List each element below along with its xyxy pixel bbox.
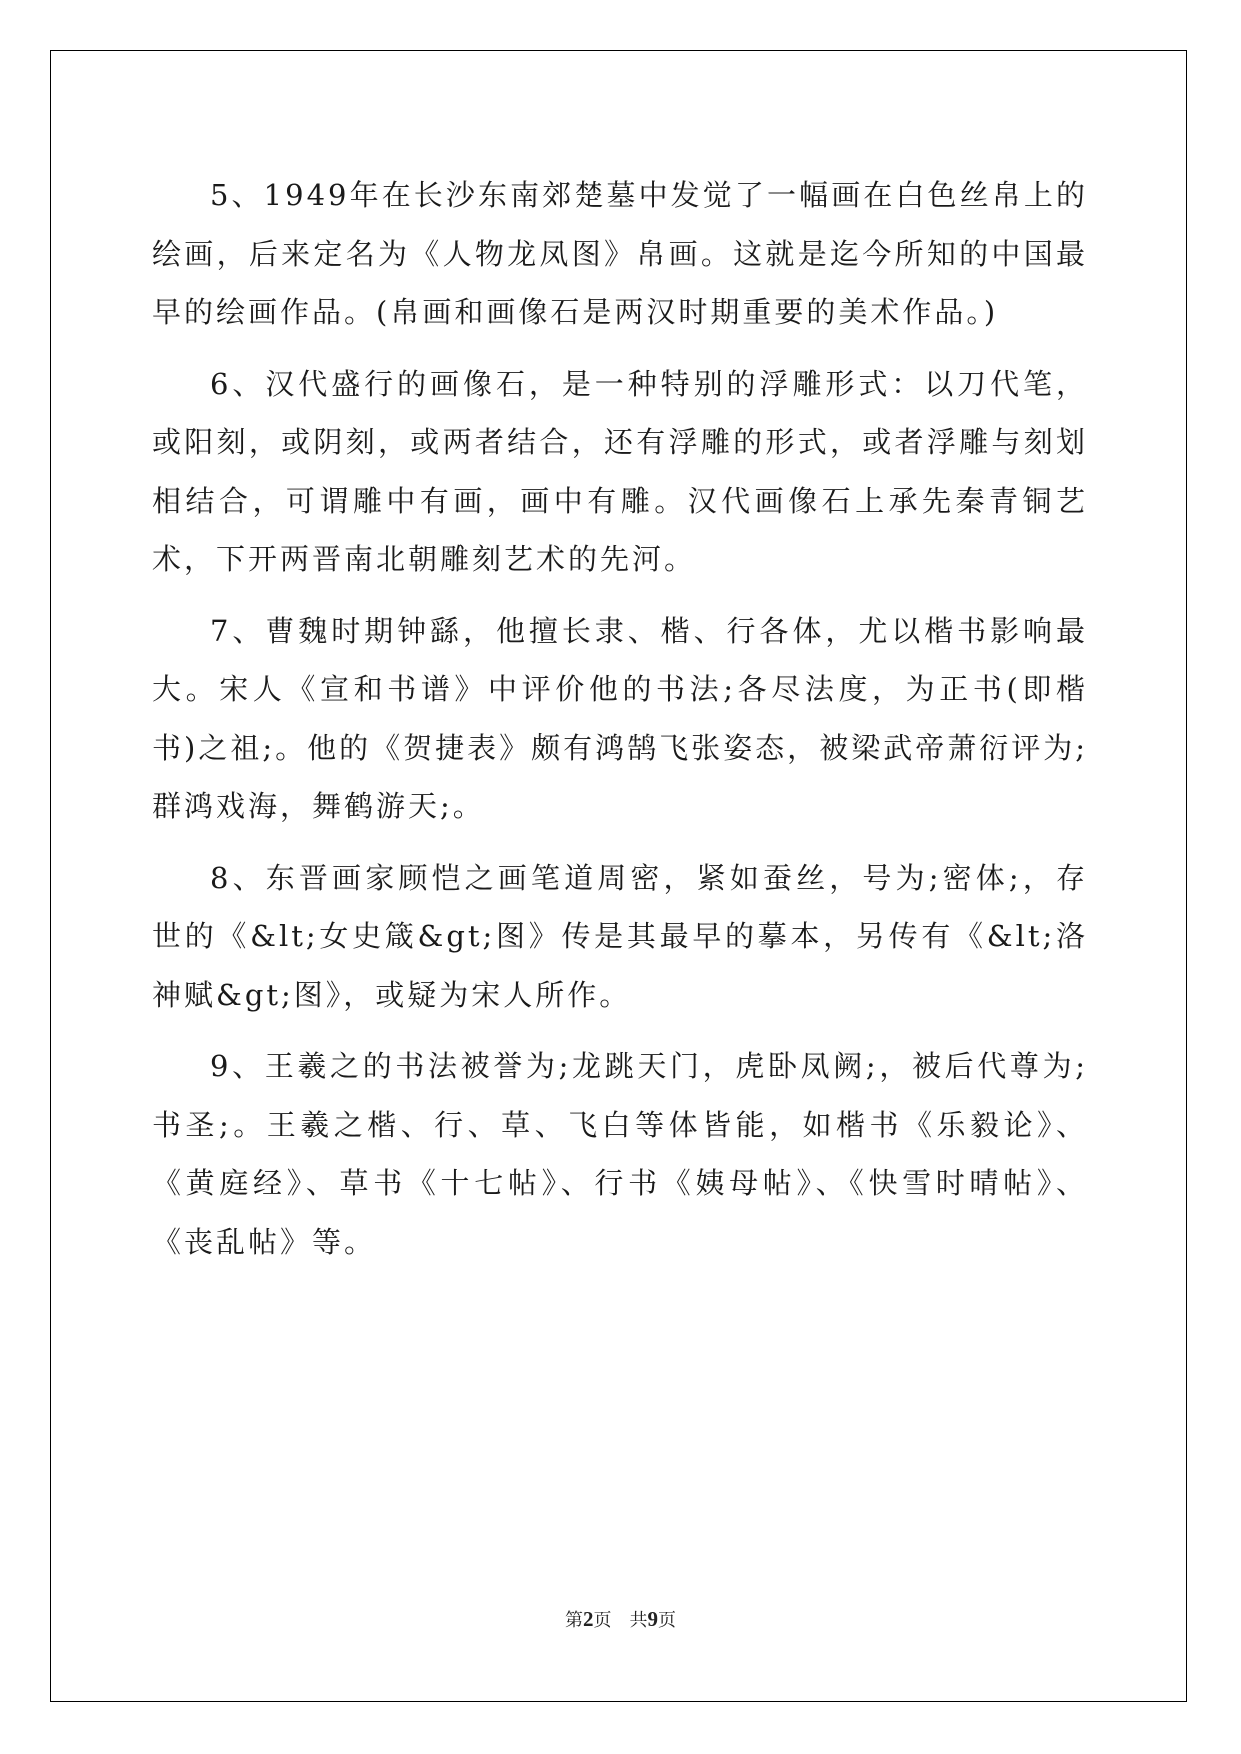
page-suffix: 页 — [593, 1610, 612, 1631]
total-pages: 9 — [647, 1607, 658, 1631]
paragraph-5: 5、1949年在长沙东南郊楚墓中发觉了一幅画在白色丝帛上的绘画，后来定名为《人物龙凤图》帛画。这就是迄今所知的中国最早的绘画作品。(帛画和画像石是两汉时期重要的美术作品。) — [152, 178, 1088, 329]
document-body — [152, 166, 1088, 1284]
page-prefix: 第 — [565, 1610, 583, 1631]
paragraph-9: 9、王羲之的书法被誉为;龙跳天门，虎卧凤阙;，被后代尊为;书圣;。王羲之楷、行、草、飞白等体皆能，如楷书《乐毅论》、《黄庭经》、草书《十七帖》、行书《姨母帖》、《快雪时晴帖》、《丧乱帖》等。 — [152, 1049, 1088, 1259]
page-number: 2 — [583, 1607, 594, 1631]
page-footer — [0, 1606, 1241, 1632]
paragraph-6: 6、汉代盛行的画像石，是一种特别的浮雕形式：以刀代笔，或阳刻，或阴刻，或两者结合，还有浮雕的形式，或者浮雕与刻划相结合，可谓雕中有画，画中有雕。汉代画像石上承先秦青铜艺术，下开两晋南北朝雕刻艺术的先河。 — [152, 366, 1088, 576]
total-prefix: 共 — [629, 1610, 648, 1631]
paragraph-8: 8、东晋画家顾恺之画笔道周密，紧如蚕丝，号为;密体;，存世的《&lt;女史箴&gt;图》传是其最早的摹本，另传有《&lt;洛神赋&gt;图》，或疑为宋人所作。 — [152, 860, 1088, 1012]
paragraph-7: 7、曹魏时期钟繇，他擅长隶、楷、行各体，尤以楷书影响最大。宋人《宣和书谱》中评价他的书法;各尽法度，为正书(即楷书)之祖;。他的《贺捷表》颇有鸿鹄飞张姿态，被梁武帝萧衍评为;群鸿戏海，舞鹤游天;。 — [152, 613, 1088, 823]
total-suffix: 页 — [658, 1610, 676, 1631]
